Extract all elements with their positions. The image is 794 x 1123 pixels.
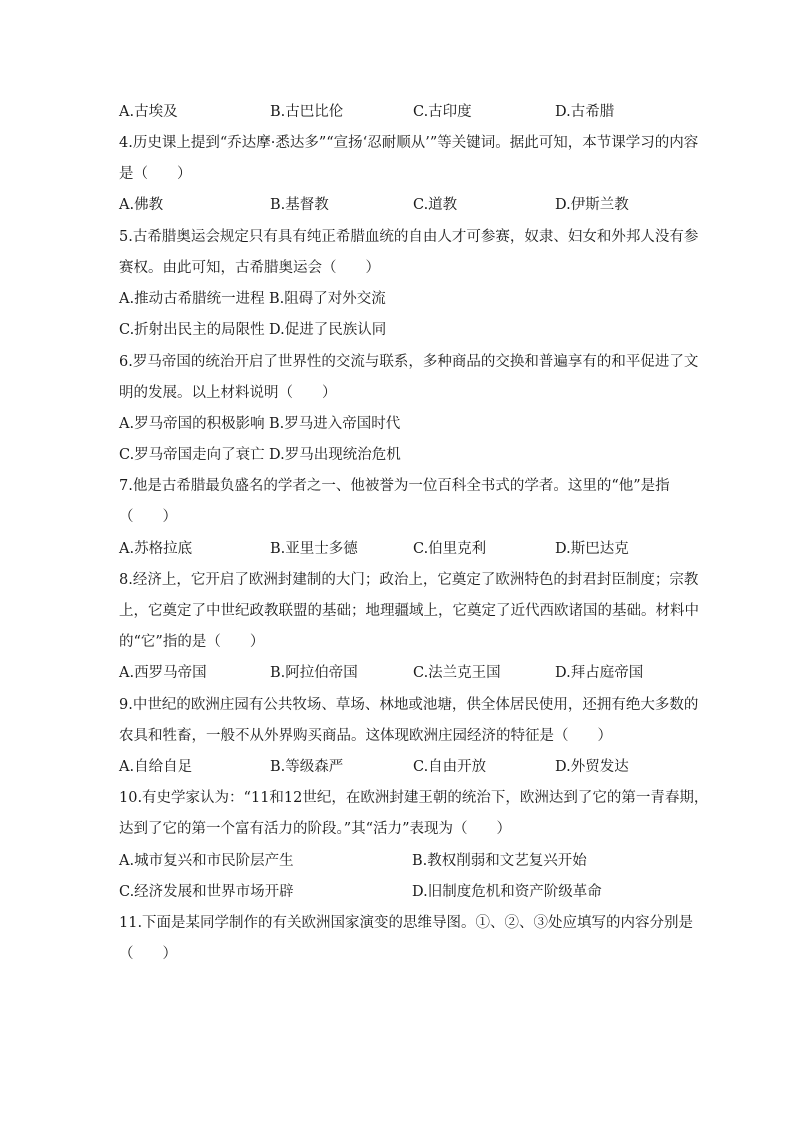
q8-option-a: A.西罗马帝国 (119, 665, 207, 681)
q4-option-a: A.佛教 (119, 197, 164, 213)
q3-option-b: B.古巴比伦 (270, 104, 344, 120)
q8-option-c: C.法兰克王国 (413, 665, 501, 681)
q10-option-c: C.经济发展和世界市场开辟 (119, 884, 294, 900)
q6-stem-line1: 6.罗马帝国的统治开启了世界性的交流与联系，多种商品的交换和普遍享有的和平促进了文 (119, 354, 699, 370)
q3-option-d: D.古希腊 (555, 104, 615, 120)
q8-option-b: B.阿拉伯帝国 (270, 665, 358, 681)
q4-option-d: D.伊斯兰教 (555, 197, 629, 213)
q8-stem-line3: 的“它”指的是（ ） (119, 634, 265, 650)
q11-stem-line2: （ ） (119, 946, 177, 962)
q5-option-d: D.促进了民族认同 (269, 322, 387, 338)
q9-option-c: C.自由开放 (413, 759, 487, 775)
q6-option-a: A.罗马帝国的积极影响 (119, 416, 265, 432)
q10-option-d: D.旧制度危机和资产阶级革命 (412, 884, 602, 900)
q5-stem-line1: 5.古希腊奥运会规定只有具有纯正希腊血统的自由人才可参赛，奴隶、妇女和外邦人没有参 (119, 229, 699, 245)
q4-stem-line2: 是（ ） (119, 166, 192, 182)
q7-option-d: D.斯巴达克 (555, 541, 629, 557)
q7-option-b: B.亚里士多德 (270, 541, 358, 557)
q8-stem-line1: 8.经济上，它开启了欧洲封建制的大门；政治上，它奠定了欧洲特色的封君封臣制度；宗教 (119, 572, 699, 588)
q4-option-c: C.道教 (413, 197, 458, 213)
q5-option-a: A.推动古希腊统一进程 (119, 291, 265, 307)
q9-option-a: A.自给自足 (119, 759, 193, 775)
q3-option-c: C.古印度 (413, 104, 472, 120)
q9-stem-line1: 9.中世纪的欧洲庄园有公共牧场、草场、林地或池塘，供全体居民使用，还拥有绝大多数的 (119, 697, 699, 713)
q10-stem-line2: 达到了它的第一个富有活力的阶段。”其“活力”表现为（ ） (119, 821, 511, 837)
q6-option-c: C.罗马帝国走向了衰亡 (119, 447, 265, 463)
q10-option-b: B.教权削弱和文艺复兴开始 (412, 853, 587, 869)
q10-option-a: A.城市复兴和市民阶层产生 (119, 853, 294, 869)
q9-option-d: D.外贸发达 (555, 759, 629, 775)
q11-stem-line1: 11.下面是某同学制作的有关欧洲国家演变的思维导图。①、②、③处应填写的内容分别是 (119, 915, 694, 931)
q7-option-c: C.伯里克利 (413, 541, 487, 557)
q5-option-b: B.阻碍了对外交流 (269, 291, 386, 307)
q7-stem-line1: 7.他是古希腊最负盛名的学者之一、他被誉为一位百科全书式的学者。这里的“他”是指 (119, 478, 670, 494)
q6-stem-line2: 明的发展。以上材料说明（ ） (119, 385, 337, 401)
q4-stem-line1: 4.历史课上提到“乔达摩·悉达多”“宣扬‘忍耐顺从’”等关键词。据此可知，本节课学习的内容 (119, 135, 699, 151)
q10-stem-line1: 10.有史学家认为：“11和12世纪，在欧洲封建王朝的统治下，欧洲达到了它的第一青春期， (119, 790, 709, 806)
q8-stem-line2: 上，它奠定了中世纪政教联盟的基础；地理疆域上，它奠定了近代西欧诸国的基础。材料中 (119, 603, 699, 619)
q6-option-b: B.罗马进入帝国时代 (269, 416, 401, 432)
q7-stem-line2: （ ） (119, 509, 177, 525)
q9-option-b: B.等级森严 (270, 759, 344, 775)
q4-option-b: B.基督教 (270, 197, 329, 213)
q9-stem-line2: 农具和牲畜，一般不从外界购买商品。这体现欧洲庄园经济的特征是（ ） (119, 728, 612, 744)
q3-option-a: A.古埃及 (119, 104, 178, 120)
q5-stem-line2: 赛权。由此可知，古希腊奥运会（ ） (119, 260, 380, 276)
q5-option-c: C.折射出民主的局限性 (119, 322, 265, 338)
q6-option-d: D.罗马出现统治危机 (269, 447, 401, 463)
q7-option-a: A.苏格拉底 (119, 541, 193, 557)
q8-option-d: D.拜占庭帝国 (555, 665, 644, 681)
